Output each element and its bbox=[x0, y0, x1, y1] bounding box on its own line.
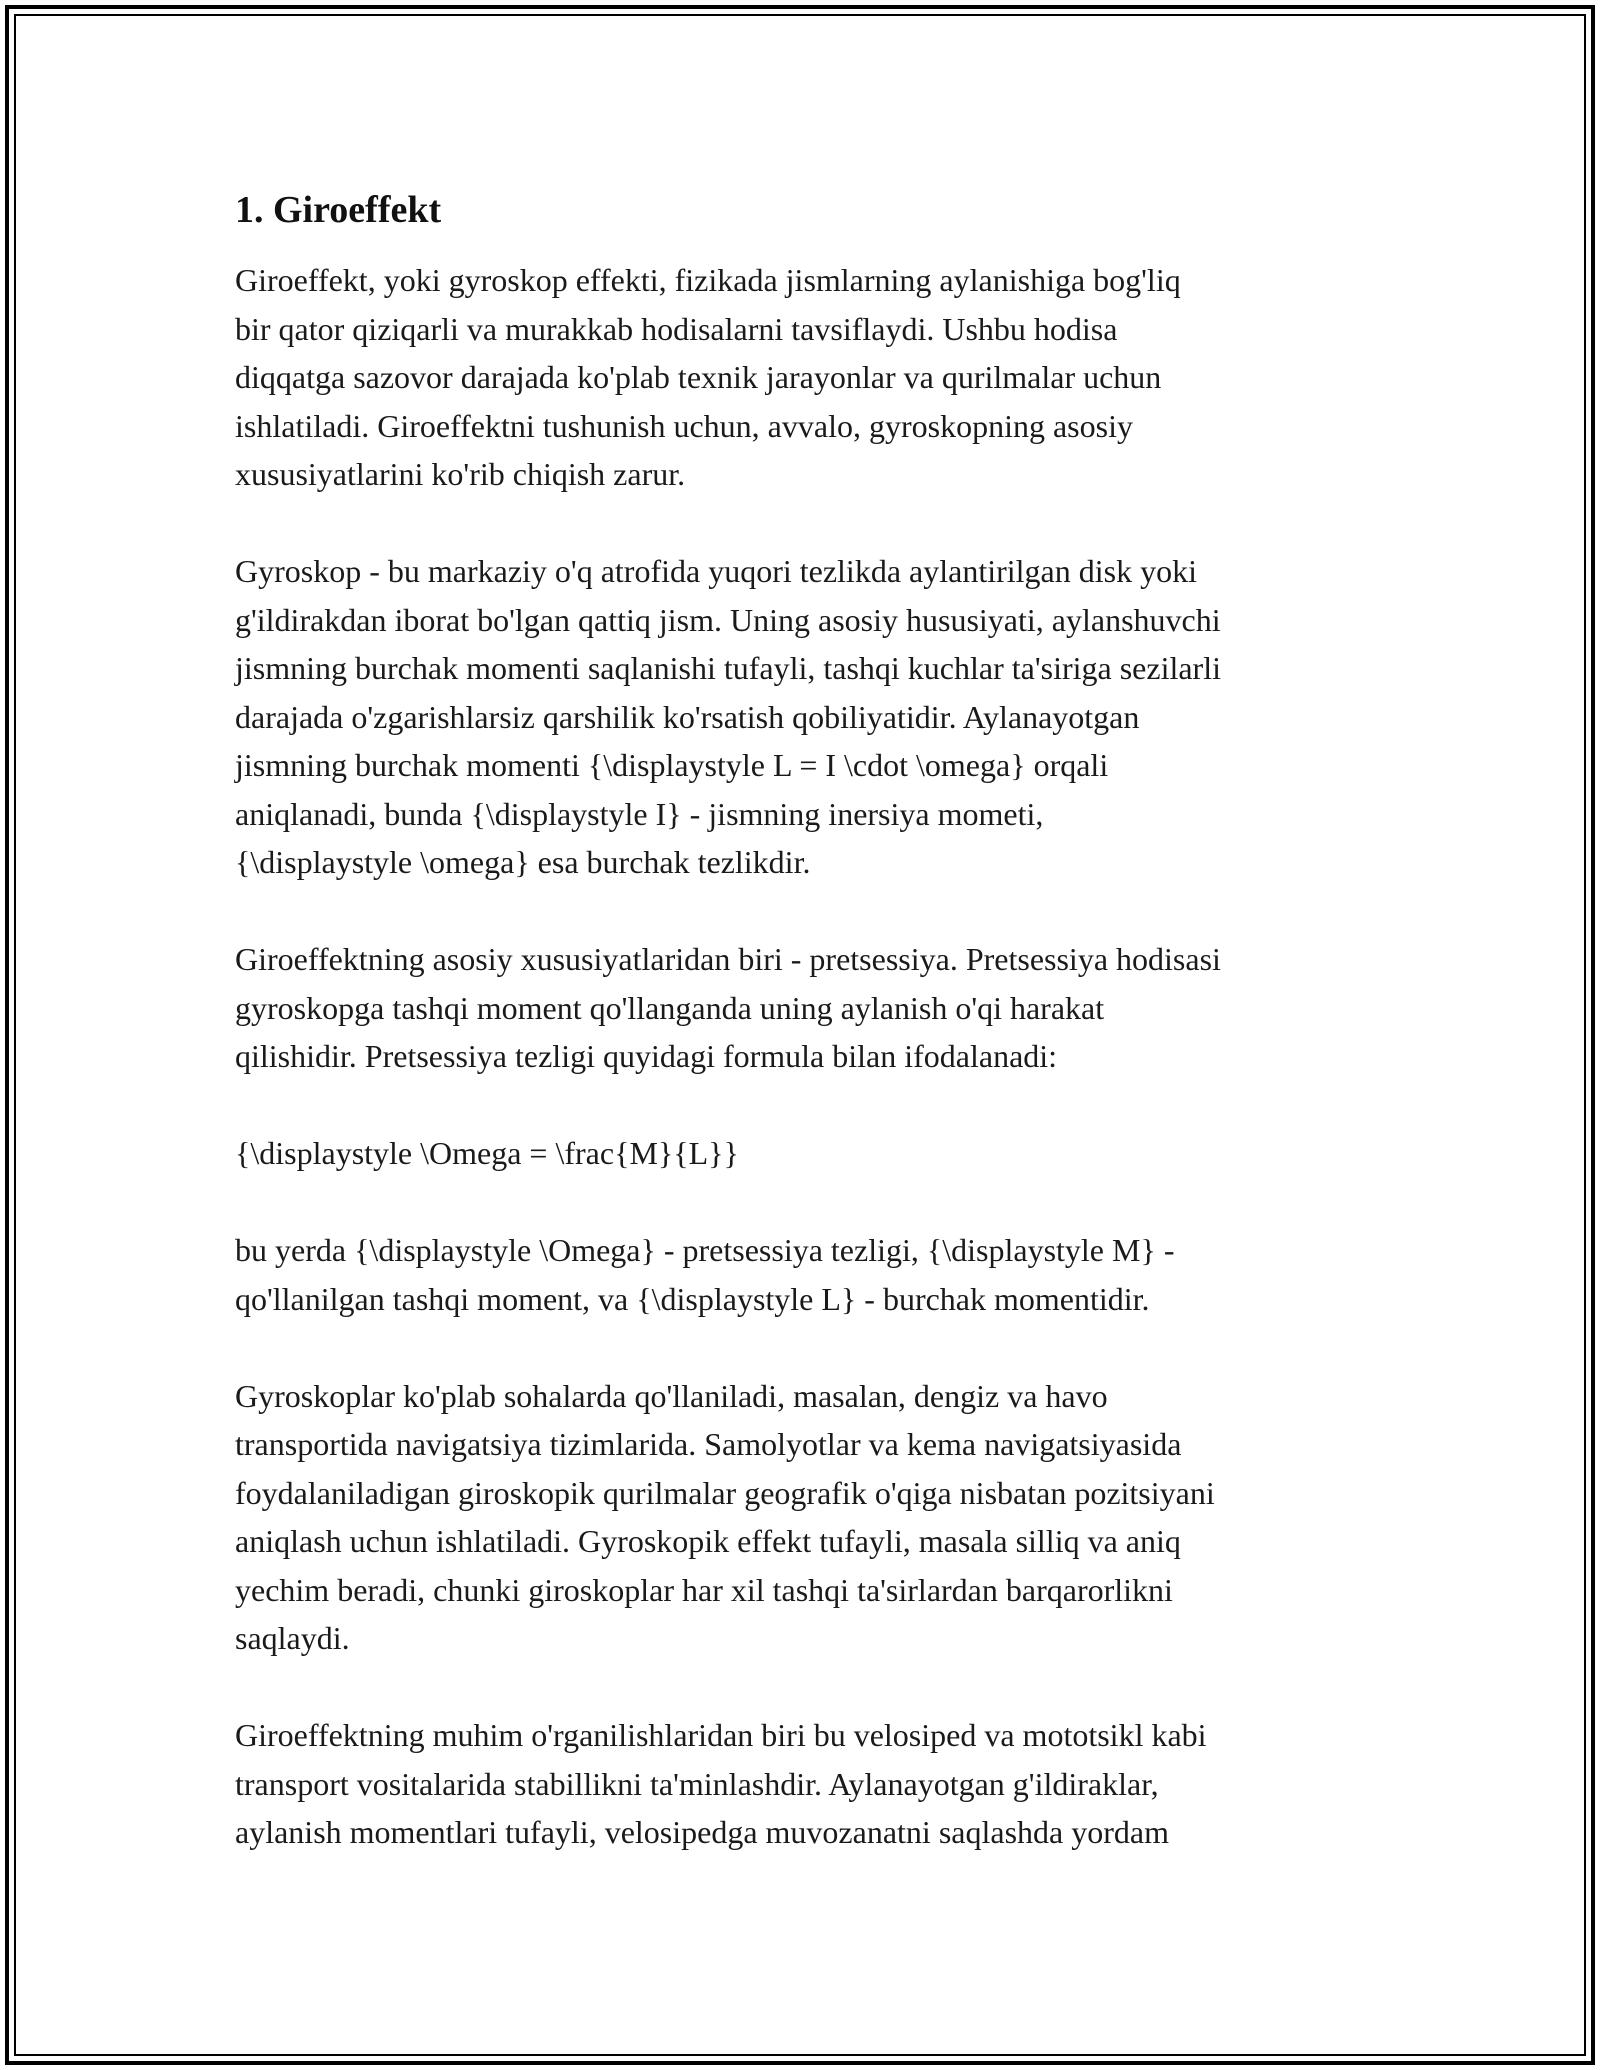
paragraph-precession: Giroeffektning asosiy xususiyatlaridan biri - pretsessiya. Pretsessiya hodisasi gyroskopga tashqi moment qo'llanganda uning aylanish o'qi harakat qilishidir. Pretsessiya tezligi quyidagi formula bilan ifodalanadi: bbox=[235, 941, 1221, 1074]
section-heading: 1. Giroeffekt bbox=[235, 189, 442, 231]
paragraph-bicycle-stability: Giroeffektning muhim o'rganilishlaridan biri bu velosiped va mototsikl kabi transport vositalarida stabillikni ta'minlashdir. Aylanayotgan g'ildiraklar, aylanish momentlari tufayli, velosipedga muvozanatni saqlashda yordam bbox=[235, 1717, 1207, 1850]
formula-precession: {\displaystyle \Omega = \frac{M}{L}} bbox=[235, 1135, 739, 1171]
paragraph-applications: Gyroskoplar ko'plab sohalarda qo'llaniladi, masalan, dengiz va havo transportida navigatsiya tizimlarida. Samolyotlar va kema navigatsiyasida foydalaniladigan giroskopik qurilmalar geografik o'qiga nisbatan pozitsiyani aniqlash uchun ishlatiladi. Gyroskopik effekt tufayli, masala silliq va aniq yechim beradi, chunki giroskoplar har xil tashqi ta'sirlardan barqarorlikni saqlaydi. bbox=[235, 1377, 1215, 1656]
paragraph-intro: Giroeffekt, yoki gyroskop effekti, fizikada jismlarning aylanishiga bog'liq bir qator qiziqarli va murakkab hodisalarni tavsiflaydi. Ushbu hodisa diqqatga sazovor darajada ko'plab texnik jarayonlar va qurilmalar uchun ishlatiladi. Giroeffektni tushunish uchun, avvalo, gyroskopning asosiy xususiyatlarini ko'rib chiqish zarur. bbox=[235, 262, 1181, 492]
document-body bbox=[235, 188, 1375, 1905]
paragraph-formula-legend: bu yerda {\displaystyle \Omega} - pretsessiya tezligi, {\displaystyle M} - qo'llanilgan tashqi moment, va {\displaystyle L} - burchak momentidir. bbox=[235, 1232, 1175, 1317]
paragraph-gyroscope-definition: Gyroskop - bu markaziy o'q atrofida yuqori tezlikda aylantirilgan disk yoki g'ildirakdan iborat bo'lgan qattiq jism. Uning asosiy hususiyati, aylanshuvchi jismning burchak momenti saqlanishi tufayli, tashqi kuchlar ta'siriga sezilarli darajada o'zgarishlarsiz qarshilik ko'rsatish qobiliyatidir. Aylanayotgan jismning burchak momenti {\displaystyle L = I \cdot \omega} orqali aniqlanadi, bunda {\displaystyle I} - jismning inersiya mometi, {\displaystyle \omega} esa burchak tezlikdir. bbox=[235, 553, 1221, 880]
